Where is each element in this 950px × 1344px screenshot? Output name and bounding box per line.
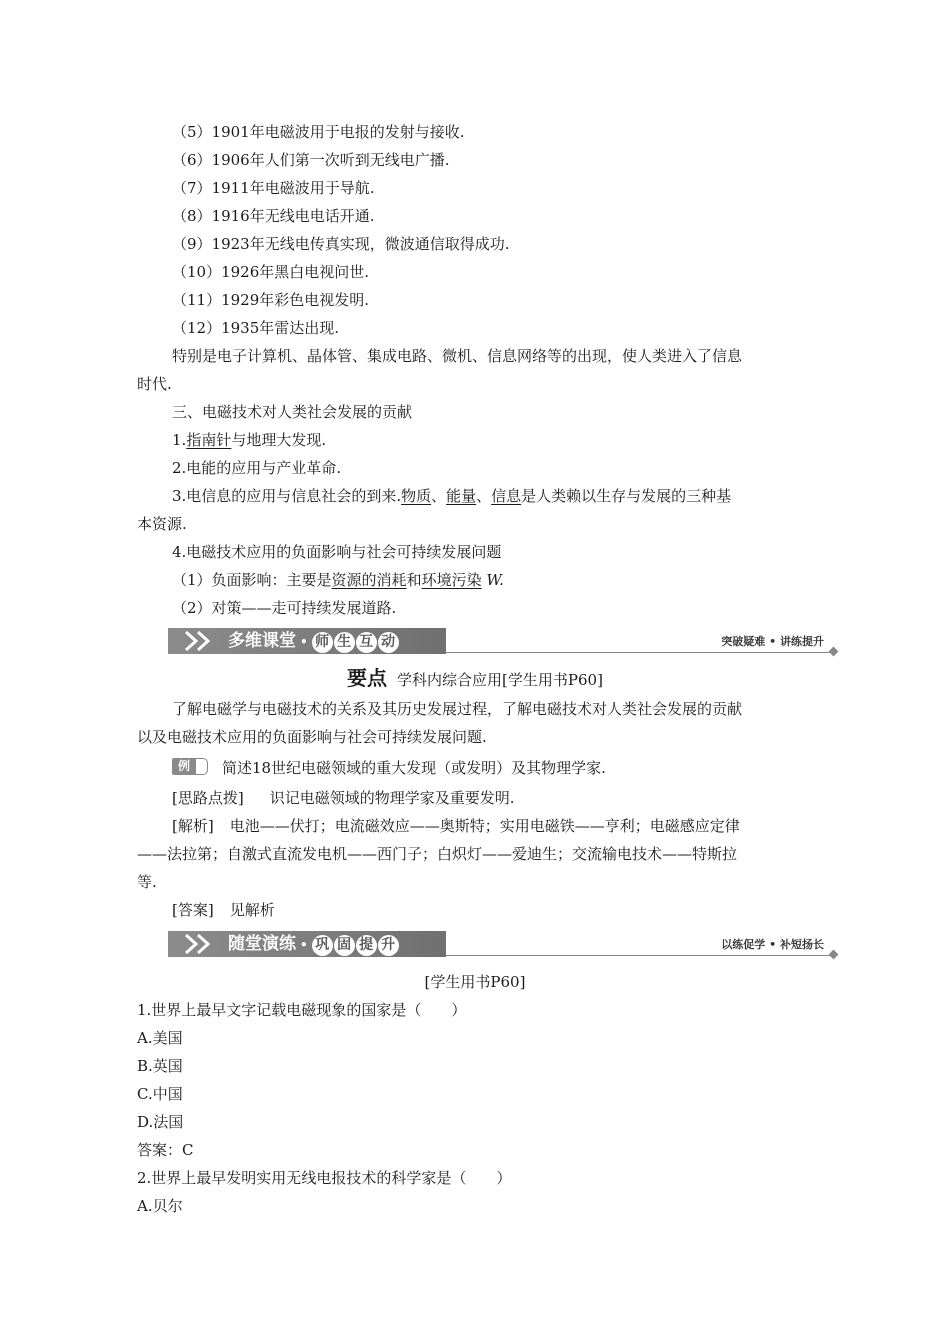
- banner-title-text: 随堂演练: [228, 934, 296, 954]
- history-item-12: （12）1935年雷达出现.: [172, 319, 340, 337]
- banner-subtitle: 以练促学 • 补短扬长: [721, 938, 824, 951]
- section-banner-practice: [168, 931, 840, 961]
- item1-underlined: 指南针: [186, 431, 232, 449]
- hint-text: 识记电磁领域的物理学家及重要发明.: [269, 789, 515, 807]
- question-1-option-c: C.中国: [137, 1085, 183, 1103]
- banner-circle-char: 师: [312, 632, 333, 653]
- hint-label: [思路点拨]: [172, 789, 244, 807]
- banner-circle-char: 升: [378, 935, 399, 956]
- item3-rest: 是人类赖以生存与发展的三种基: [521, 487, 732, 505]
- section3-item3: [0, 486, 950, 506]
- keypoint-subtitle: 学科内综合应用[学生用书P60]: [397, 671, 603, 689]
- banner-circle-char: 互: [356, 632, 377, 653]
- double-chevron-icon: [182, 630, 222, 652]
- item3-underlined-2: 能量: [446, 487, 477, 505]
- diamond-icon: [829, 950, 839, 960]
- example-hint: [0, 788, 950, 808]
- question-1: 1.世界上最早文字记载电磁现象的国家是（ ）: [137, 1001, 467, 1019]
- banner-title: [228, 932, 400, 957]
- section3-item4: 4.电磁技术应用的负面影响与社会可持续发展问题: [172, 543, 502, 561]
- info-age-line1: 特别是电子计算机、晶体管、集成电路、微机、信息网络等的出现，使人类进入了信息: [172, 347, 743, 365]
- banner-circle-char: 动: [378, 632, 399, 653]
- example-question-text: 简述18世纪电磁领域的重大发现（或发明）及其物理学家.: [222, 759, 606, 777]
- intro-line2: 以及电磁技术应用的负面影响与社会可持续发展问题.: [137, 728, 487, 746]
- section3-item3-line2: 本资源.: [137, 515, 187, 533]
- banner-rule: [446, 652, 834, 653]
- section3-heading: 三、电磁技术对人类社会发展的贡献: [172, 403, 413, 421]
- double-chevron-icon: [182, 933, 222, 955]
- history-item-5: （5）1901年电磁波用于电报的发射与接收.: [172, 123, 465, 141]
- history-item-9: （9）1923年无线电传真实现，微波通信取得成功.: [172, 235, 510, 253]
- example-analysis-line2: ——法拉第；自激式直流发电机——西门子；白炽灯——爱迪生；交流输电技术——特斯拉: [137, 845, 738, 863]
- history-item-8: （8）1916年无线电电话开通.: [172, 207, 375, 225]
- section3-item1: [0, 430, 950, 450]
- banner-title: [228, 629, 400, 654]
- diamond-icon: [829, 647, 839, 657]
- banner-dot: •: [300, 635, 308, 649]
- item1-prefix: 1.: [172, 431, 187, 449]
- practice-reference: [学生用书P60]: [424, 973, 526, 991]
- history-item-11: （11）1929年彩色电视发明.: [172, 291, 370, 309]
- question-1-option-a: A.美国: [137, 1029, 183, 1047]
- question-1-answer: 答案：C: [137, 1141, 194, 1159]
- sub1-prefix: （1）负面影响：主要是: [172, 571, 332, 589]
- item3-underlined-3: 信息: [491, 487, 522, 505]
- sub1-mid: 和: [406, 571, 422, 589]
- history-item-7: （7）1911年电磁波用于导航.: [172, 179, 375, 197]
- answer-label: [答案]: [172, 901, 214, 919]
- banner-bar: [168, 931, 446, 957]
- answer-text: 见解析: [229, 901, 275, 919]
- sub1-underlined-1: 资源的消耗: [331, 571, 407, 589]
- banner-bar: [168, 628, 446, 654]
- item1-rest: 与地理大发现.: [231, 431, 327, 449]
- analysis-text-1: 电池——伏打；电流磁效应——奥斯特；实用电磁铁——亨利；电磁感应定律: [229, 817, 740, 835]
- sub1-end: W.: [481, 571, 504, 589]
- question-2: 2.世界上最早发明实用无线电报技术的科学家是（ ）: [137, 1169, 512, 1187]
- sub1-underlined-2: 环境污染: [421, 571, 482, 589]
- item3-prefix: 3.电信息的应用与信息社会的到来.: [172, 487, 402, 505]
- section3-sub1: [0, 570, 950, 590]
- keypoint-title: 要点: [347, 666, 388, 690]
- example-tag: [172, 758, 208, 775]
- keypoint-heading: [0, 666, 950, 692]
- section3-sub2: （2）对策——走可持续发展道路.: [172, 599, 397, 617]
- example-question: [0, 758, 950, 778]
- item3-underlined-1: 物质: [401, 487, 432, 505]
- banner-circle-char: 提: [356, 935, 377, 956]
- section-banner-classroom: [168, 628, 840, 658]
- history-item-6: （6）1906年人们第一次听到无线电广播.: [172, 151, 450, 169]
- banner-circle-char: 生: [334, 632, 355, 653]
- intro-line1: 了解电磁学与电磁技术的关系及其历史发展过程，了解电磁技术对人类社会发展的贡献: [172, 700, 743, 718]
- question-2-option-a: A.贝尔: [137, 1197, 183, 1215]
- example-tag-label: 例: [172, 758, 196, 775]
- item3-sep-2: 、: [476, 487, 492, 505]
- banner-rule: [446, 955, 834, 956]
- example-analysis-line1: [0, 816, 950, 836]
- example-analysis-line3: 等.: [137, 873, 157, 891]
- banner-circle-char: 固: [334, 935, 355, 956]
- question-1-option-d: D.法国: [137, 1113, 184, 1131]
- banner-circle-char: 巩: [312, 935, 333, 956]
- analysis-label: [解析]: [172, 817, 214, 835]
- banner-subtitle: 突破疑难 • 讲练提升: [721, 635, 824, 648]
- history-item-10: （10）1926年黑白电视问世.: [172, 263, 370, 281]
- banner-dot: •: [300, 938, 308, 952]
- banner-title-text: 多维课堂: [228, 631, 296, 651]
- section3-item2: 2.电能的应用与产业革命.: [172, 459, 342, 477]
- question-1-option-b: B.英国: [137, 1057, 183, 1075]
- item3-sep-1: 、: [431, 487, 447, 505]
- example-answer: [0, 900, 950, 920]
- info-age-line2: 时代.: [137, 375, 172, 393]
